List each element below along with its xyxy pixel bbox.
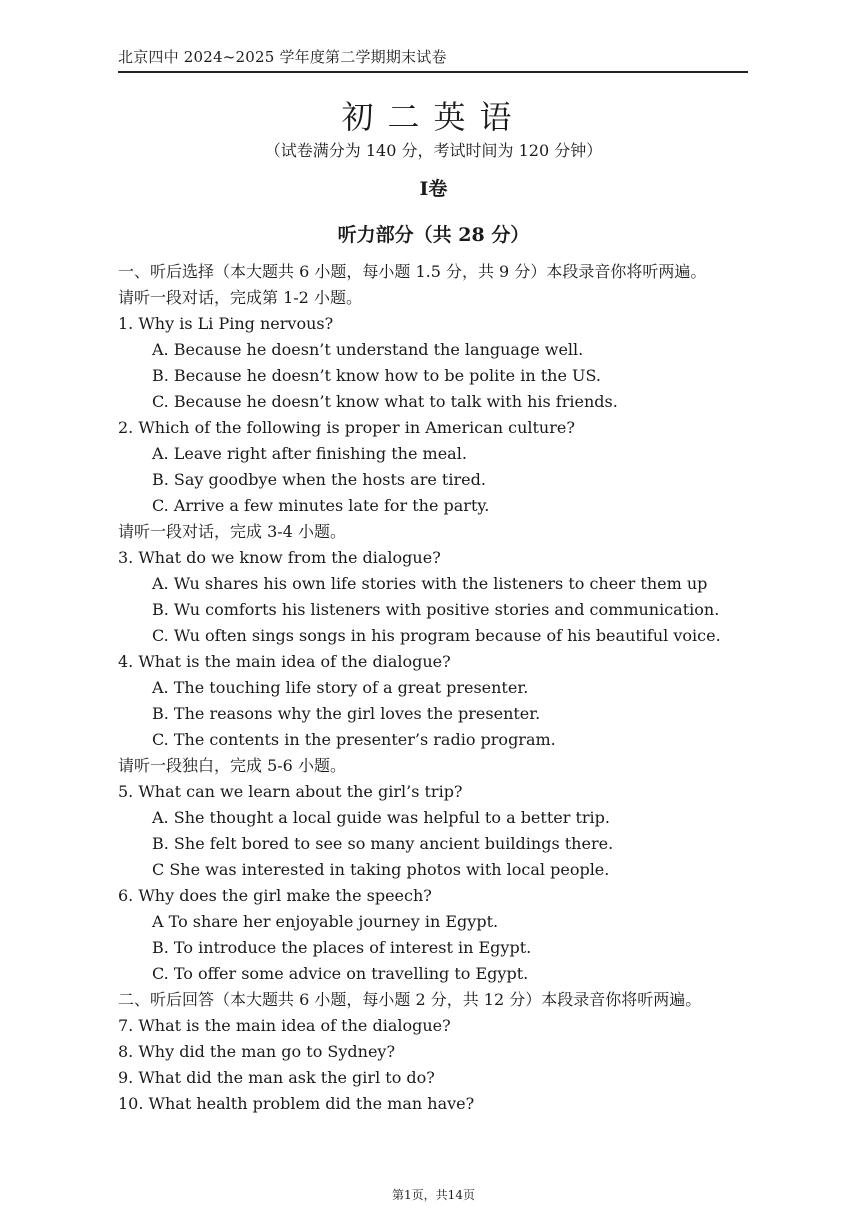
- volume-label: I卷: [419, 178, 448, 200]
- question-text: 6. Why does the girl make the speech?: [118, 886, 432, 905]
- answer-option: A To share her enjoyable journey in Egypt.: [152, 912, 499, 931]
- answer-option: C. Because he doesn’t know what to talk with his friends.: [152, 392, 618, 411]
- answer-option: B. Say goodbye when the hosts are tired.: [152, 470, 486, 489]
- answer-option: B. To introduce the places of interest in Egypt.: [152, 938, 532, 957]
- question-text: 9. What did the man ask the girl to do?: [118, 1068, 435, 1087]
- answer-option: C. Wu often sings songs in his program because of his beautiful voice.: [152, 626, 721, 645]
- question-text: 3. What do we know from the dialogue?: [118, 548, 441, 567]
- question-text: 2. Which of the following is proper in American culture?: [118, 418, 575, 437]
- section-instruction: 二、听后回答（本大题共 6 小题，每小题 2 分，共 12 分）本段录音你将听两遍。: [118, 990, 702, 1009]
- question-text: 7. What is the main idea of the dialogue?: [118, 1016, 451, 1035]
- answer-option: A. She thought a local guide was helpful to a better trip.: [152, 808, 610, 827]
- answer-option: C. To offer some advice on travelling to Egypt.: [152, 964, 529, 983]
- answer-option: B. She felt bored to see so many ancient buildings there.: [152, 834, 614, 853]
- question-text: 5. What can we learn about the girl’s trip?: [118, 782, 463, 801]
- question-text: 8. Why did the man go to Sydney?: [118, 1042, 396, 1061]
- question-list: [118, 259, 758, 1117]
- section-instruction: 一、听后选择（本大题共 6 小题，每小题 1.5 分，共 9 分）本段录音你将听两遍。: [118, 262, 707, 281]
- answer-option: B. Wu comforts his listeners with positive stories and communication.: [152, 600, 720, 619]
- answer-option: C. The contents in the presenter’s radio program.: [152, 730, 556, 749]
- exam-subtitle: （试卷满分为 140 分，考试时间为 120 分钟）: [264, 141, 603, 160]
- answer-option: B. Because he doesn’t know how to be polite in the US.: [152, 366, 601, 385]
- answer-option: A. Leave right after finishing the meal.: [152, 444, 467, 463]
- answer-option: A. The touching life story of a great presenter.: [152, 678, 529, 697]
- section-instruction: 请听一段独白，完成 5-6 小题。: [118, 756, 346, 775]
- exam-title: 初二英语: [341, 98, 526, 136]
- question-text: 1. Why is Li Ping nervous?: [118, 314, 334, 333]
- answer-option: A. Because he doesn’t understand the language well.: [152, 340, 584, 359]
- answer-option: B. The reasons why the girl loves the presenter.: [152, 704, 541, 723]
- page-header: 北京四中 2024~2025 学年度第二学期期末试卷: [118, 46, 748, 73]
- answer-option: C. Arrive a few minutes late for the party.: [152, 496, 490, 515]
- question-text: 4. What is the main idea of the dialogue?: [118, 652, 451, 671]
- answer-option: C She was interested in taking photos with local people.: [152, 860, 610, 879]
- question-text: 10. What health problem did the man have?: [118, 1094, 475, 1113]
- section-instruction: 请听一段对话，完成 3-4 小题。: [118, 522, 346, 541]
- page-footer: 第1页，共14页: [392, 1188, 475, 1202]
- answer-option: A. Wu shares his own life stories with the listeners to cheer them up: [152, 574, 708, 593]
- part-title: 听力部分（共 28 分）: [337, 224, 530, 246]
- section-instruction: 请听一段对话，完成第 1-2 小题。: [118, 288, 362, 307]
